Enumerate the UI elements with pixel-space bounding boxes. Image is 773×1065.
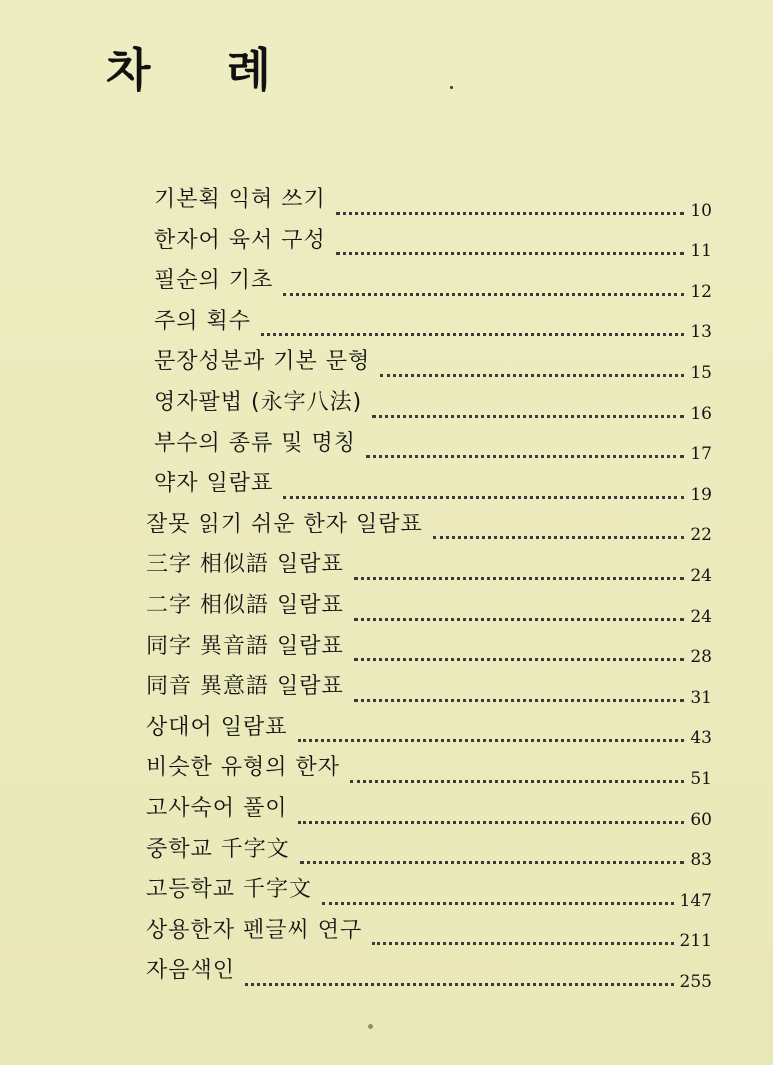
toc-dot-leader [354, 577, 684, 580]
toc-entry-title: 잘못 읽기 쉬운 한자 일람표 [146, 511, 423, 537]
toc-entry-page: 60 [690, 809, 712, 830]
toc-entry-page: 11 [690, 241, 712, 262]
toc-dot-leader [366, 455, 684, 458]
toc-entry-title: 同字 異音語 일람표 [146, 633, 344, 659]
toc-entry-page: 211 [679, 931, 712, 952]
table-of-contents [146, 186, 712, 998]
toc-entry-page: 17 [690, 444, 712, 465]
toc-entry-title: 약자 일람표 [154, 471, 274, 497]
toc-dot-leader [372, 942, 674, 945]
toc-entry-page: 12 [690, 281, 712, 302]
toc-dot-leader [354, 699, 684, 702]
toc-entry-page: 31 [690, 687, 712, 708]
toc-entry [146, 673, 712, 714]
toc-entry-title: 주의 획수 [154, 308, 252, 334]
toc-entry-page: 19 [690, 484, 712, 505]
toc-entry-title: 기본획 익혀 쓰기 [154, 187, 326, 212]
toc-dot-leader [283, 293, 684, 296]
toc-dot-leader [298, 739, 684, 742]
toc-dot-leader [298, 821, 684, 824]
toc-dot-leader [283, 496, 684, 499]
toc-entry-page: 15 [690, 362, 712, 383]
toc-dot-leader [300, 861, 684, 864]
toc-entry-title: 同音 異意語 일람표 [146, 674, 344, 700]
toc-dot-leader [245, 983, 674, 986]
toc-entry-page: 147 [679, 890, 712, 911]
toc-dot-leader [433, 536, 684, 539]
toc-entry [146, 795, 712, 836]
toc-entry-title: 비슷한 유형의 한자 [146, 755, 341, 781]
toc-entry-title: 한자어 육서 구성 [154, 227, 326, 253]
toc-entry-title: 필순의 기초 [154, 268, 274, 294]
toc-dot-leader [354, 618, 684, 621]
toc-entry [146, 592, 712, 633]
toc-dot-leader [372, 415, 684, 418]
toc-entry-page: 24 [690, 606, 712, 627]
toc-entry-page: 16 [690, 403, 712, 424]
toc-entry-title: 고사숙어 풀이 [146, 795, 288, 821]
toc-entry-page: 13 [690, 322, 712, 343]
toc-entry-title: 문장성분과 기본 문형 [154, 349, 371, 375]
toc-dot-leader [336, 252, 684, 255]
toc-entry-page: 43 [690, 728, 712, 749]
toc-entry [146, 876, 712, 917]
toc-entry [146, 917, 712, 958]
toc-entry [146, 430, 712, 471]
toc-entry [146, 714, 712, 755]
toc-entry-page: 255 [679, 971, 712, 992]
toc-dot-leader [261, 333, 684, 336]
toc-entry-page: 28 [690, 647, 712, 668]
page-title: 차 례 [106, 43, 301, 97]
toc-dot-leader [336, 212, 684, 215]
toc-entry-title: 영자팔법 (永字八法) [154, 389, 363, 415]
toc-entry [146, 957, 712, 998]
toc-entry [146, 389, 712, 430]
toc-dot-leader [354, 658, 684, 661]
toc-entry [146, 470, 712, 511]
toc-entry-title: 자음색인 [146, 958, 236, 984]
toc-entry [146, 227, 712, 268]
toc-entry [146, 511, 712, 552]
toc-entry [146, 348, 712, 389]
toc-entry-title: 중학교 千字文 [146, 836, 290, 862]
toc-entry-page: 51 [690, 768, 712, 789]
toc-dot-leader [322, 902, 674, 905]
toc-entry-title: 고등학교 千字文 [146, 877, 313, 903]
toc-entry [146, 551, 712, 592]
toc-entry [146, 754, 712, 795]
ink-speck [450, 86, 453, 89]
toc-entry-page: 24 [690, 565, 712, 586]
toc-entry-title: 상대어 일람표 [146, 714, 288, 740]
toc-entry-title: 三字 相似語 일람표 [146, 552, 344, 578]
toc-entry-title: 부수의 종류 및 명칭 [154, 430, 356, 456]
toc-entry-title: 二字 相似語 일람표 [146, 592, 344, 618]
toc-entry [146, 186, 712, 227]
toc-entry [146, 836, 712, 877]
toc-dot-leader [350, 780, 684, 783]
paper-speck [368, 1024, 373, 1029]
toc-entry-page: 22 [690, 525, 712, 546]
toc-dot-leader [380, 374, 684, 377]
toc-entry [146, 267, 712, 308]
toc-entry [146, 308, 712, 349]
toc-entry-page: 10 [690, 200, 712, 221]
toc-entry-title: 상용한자 펜글씨 연구 [146, 917, 363, 943]
toc-entry-page: 83 [690, 850, 712, 871]
toc-entry [146, 633, 712, 674]
